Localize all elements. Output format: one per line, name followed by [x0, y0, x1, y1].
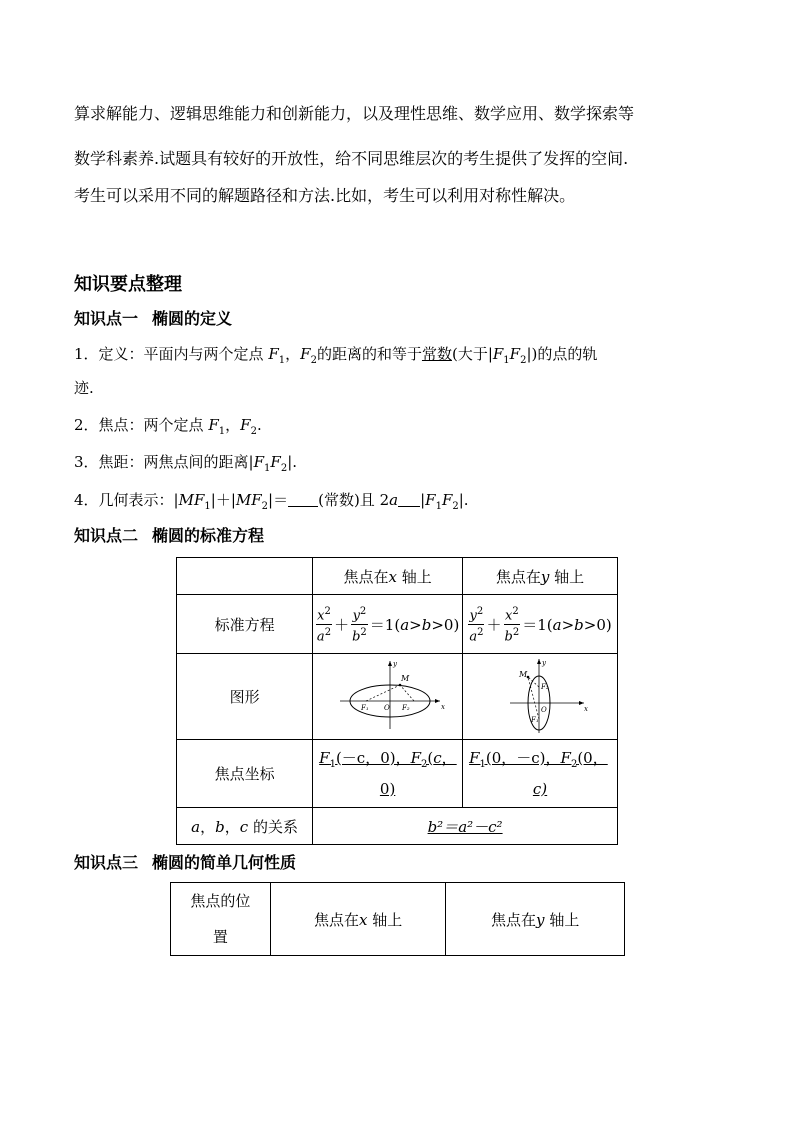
table-cell-empty: [177, 558, 313, 595]
fill-in-blank-1[interactable]: [288, 492, 318, 507]
col2-axis: 轴上: [372, 910, 403, 929]
focus-y-line1: $F_1(0$，－c)，$F_2(0$，: [469, 749, 608, 770]
vertical-ellipse-diagram: [470, 655, 610, 735]
item4-plus: |＋|: [210, 491, 236, 509]
item4-f2: F: [441, 491, 453, 509]
figure-vertical-ellipse: [463, 654, 618, 740]
focus-x-line2: [313, 777, 462, 801]
kp2-heading: [74, 523, 264, 546]
fraction-x2-b2: $\frac{x^2}{b^2}$: [504, 606, 520, 644]
item4-equals: |＝: [268, 491, 289, 509]
header-y-var: y: [540, 567, 550, 586]
f2-sub: 2: [310, 355, 317, 366]
focus-coords-x: [313, 740, 463, 808]
item4-end: |.: [458, 491, 469, 509]
relation-text: b²＝a²－c²: [427, 817, 503, 836]
row-label-figure: 图形: [177, 654, 313, 740]
fy-f1-coords: (0，－c)，: [485, 749, 561, 767]
kp1-item-1: [74, 343, 597, 366]
kp1-item2-prefix: 2．焦点：两个定点: [74, 416, 204, 434]
kp1-item1-paren-close: |)的点的轨: [526, 345, 598, 363]
focus-y-line2: [463, 777, 617, 801]
header-focus-x-axis: [270, 883, 446, 956]
kp1-item-1-line2: 迹.: [74, 379, 94, 397]
header-x-var: x: [388, 567, 397, 586]
item4-f1: F: [425, 491, 436, 509]
kp2-title-label: 知识点二: [74, 526, 139, 545]
f1f2-f1: F: [492, 345, 504, 363]
item2-f1: F: [208, 416, 219, 434]
fx-f2: F: [410, 749, 422, 767]
svg-text:F₂: F₂: [541, 682, 549, 691]
table-row: [177, 740, 618, 808]
focus-position-line1: 焦点的位: [190, 892, 251, 910]
figure-horizontal-ellipse: [313, 654, 463, 740]
fx-line2-text: 0): [379, 780, 396, 798]
rel-a: a: [191, 817, 201, 836]
kp1-item-4: 4．几何表示：$|MF_1|+|MF_2|=$ (常数)且 2a $|F_1F_2|$.: [74, 491, 469, 512]
kp1-item-3: 3．焦距：两焦点间的距离$|F_1F_2|$.: [74, 453, 298, 474]
fraction-y2-b2: $\frac{y^2}{b^2}$: [352, 606, 367, 644]
fx-c: c: [433, 749, 442, 767]
fy-f1-sub: 1: [479, 759, 486, 770]
row-label-equation: 标准方程: [177, 595, 313, 654]
table-row: [177, 595, 618, 654]
svg-text:x: x: [584, 704, 588, 713]
kp1-item1-prefix: 1．定义：平面内与两个定点: [74, 345, 264, 363]
kp1-item4-prefix: 4．几何表示：|: [74, 491, 179, 509]
svg-text:O: O: [383, 703, 390, 712]
row-label-relation: a，b，c 的关系: [177, 808, 313, 845]
item4-mf1-sub: 1: [204, 501, 211, 512]
kp1-item1-paren-open: (大于|: [451, 345, 493, 363]
fy-f2: F: [560, 749, 571, 767]
fraction-y2-a2: $\frac{y^2}{a^2}$: [469, 606, 484, 644]
fraction-x2-a2: $\frac{x^2}{a^2}$: [316, 606, 332, 644]
standard-equation-table: [176, 557, 618, 845]
section-title: 知识要点整理: [74, 274, 182, 295]
intro-line-1: 算求解能力、逻辑思维能力和创新能力，以及理性思维、数学应用、数学探索等: [74, 104, 635, 123]
rel-b: b: [215, 817, 225, 836]
fill-in-blank-2[interactable]: [398, 492, 420, 507]
header-focus-y-axis: [446, 883, 625, 956]
col3-var: y: [536, 910, 545, 929]
fy-f1: F: [469, 749, 480, 767]
col3-axis: 轴上: [549, 910, 580, 929]
equation-x: $\frac{x^2}{a^2}$ ＋ $\frac{y^2}{b^2}$ ＝1(a>b>0): [313, 595, 463, 654]
header-y-text: 焦点在: [495, 567, 541, 586]
row-label-focus-coords: 焦点坐标: [177, 740, 313, 808]
fx-f1-sub: 1: [329, 759, 336, 770]
kp1-heading: [74, 306, 232, 329]
f1f2-sub2: 2: [520, 355, 527, 366]
intro-line-3: 考生可以采用不同的解题路径和方法.比如，考生可以利用对称性解决。: [74, 186, 576, 205]
geometric-properties-table: [170, 882, 625, 956]
col3-text: 焦点在: [491, 910, 537, 929]
item3-sub2: 2: [280, 463, 288, 474]
kp1-item1-mid: 的距离的和等于: [316, 345, 422, 363]
header-focus-y: [463, 558, 618, 595]
fx-f1: F: [319, 749, 330, 767]
item2-comma: ，: [225, 416, 241, 434]
header-focus-position: [171, 883, 271, 956]
item4-const: (常数)且 2: [318, 491, 390, 509]
header-y-axis: 轴上: [554, 567, 585, 586]
fy-f2-sub: 2: [570, 759, 578, 770]
header-x-axis: 轴上: [401, 567, 432, 586]
table-row: [177, 808, 618, 845]
f1f2-sub1: 1: [503, 355, 510, 366]
f1f2-f2: F: [509, 345, 521, 363]
rel-suffix: 的关系: [252, 817, 298, 836]
equation-y: $\frac{y^2}{a^2}$ ＋ $\frac{x^2}{b^2}$ ＝1(a>b>0): [463, 595, 618, 654]
kp1-title-label: 知识点一: [74, 309, 139, 328]
svg-text:M: M: [400, 673, 409, 683]
item4-a: a: [389, 491, 399, 509]
item3-f2: F: [270, 453, 281, 471]
col2-text: 焦点在: [313, 910, 359, 929]
kp1-title-text: 椭圆的定义: [152, 309, 233, 328]
focus-x-line1: $F_1(-c$，0)，$F_2(c$，: [319, 749, 457, 770]
kp3-title-label: 知识点三: [74, 853, 139, 872]
table-row: [177, 654, 618, 740]
rel-c: c: [239, 817, 249, 836]
item4-f2-sub: 2: [452, 501, 459, 512]
kp3-title-text: 椭圆的简单几何性质: [152, 853, 297, 872]
item4-mf1: MF: [178, 491, 205, 509]
comma: ，: [285, 345, 301, 363]
kp1-item1-constant: 常数: [421, 345, 452, 363]
header-x-text: 焦点在: [343, 567, 389, 586]
kp2-title-text: 椭圆的标准方程: [152, 526, 265, 545]
table-row: [171, 883, 625, 956]
relation-formula: [313, 808, 618, 845]
kp3-heading: [74, 850, 296, 873]
table-row: [177, 558, 618, 595]
item2-sub1: 1: [218, 426, 226, 437]
f1-sub: 1: [278, 355, 286, 366]
focus-position-line2: 置: [212, 928, 228, 946]
kp1-item3-prefix: 3．焦距：两焦点间的距离|: [74, 453, 254, 471]
svg-text:F₁: F₁: [360, 703, 369, 712]
intro-line-2: 数学科素养.试题具有较好的开放性，给不同思维层次的考生提供了发挥的空间.: [74, 149, 629, 168]
svg-text:M: M: [519, 669, 528, 679]
fx-f1-coords: (－c，0)，: [335, 749, 411, 767]
svg-text:F₂: F₂: [401, 703, 410, 712]
horizontal-ellipse-diagram: [318, 655, 458, 735]
header-focus-x: [313, 558, 463, 595]
svg-text:y: y: [542, 658, 546, 667]
svg-text:O: O: [541, 705, 547, 714]
item2-f2: F: [240, 416, 251, 434]
svg-text:y: y: [392, 659, 397, 668]
item3-f1: F: [253, 453, 265, 471]
f1-symbol: F: [268, 345, 279, 363]
item2-sub2: 2: [250, 426, 257, 437]
col2-var: x: [358, 910, 368, 929]
fx-f2-sub: 2: [421, 759, 428, 770]
item4-mf2-sub: 2: [261, 501, 269, 512]
item4-mf2: MF: [235, 491, 262, 509]
svg-text:F₁: F₁: [531, 715, 539, 724]
kp1-item-2: 2．焦点：两个定点 $F_1$，$F_2$.: [74, 416, 262, 437]
svg-text:x: x: [440, 702, 445, 711]
item3-sub1: 1: [264, 463, 271, 474]
f2-symbol: F: [300, 345, 311, 363]
item4-f1-sub: 1: [435, 501, 442, 512]
fy-line2-text: c): [532, 780, 548, 798]
focus-coords-y: [463, 740, 618, 808]
